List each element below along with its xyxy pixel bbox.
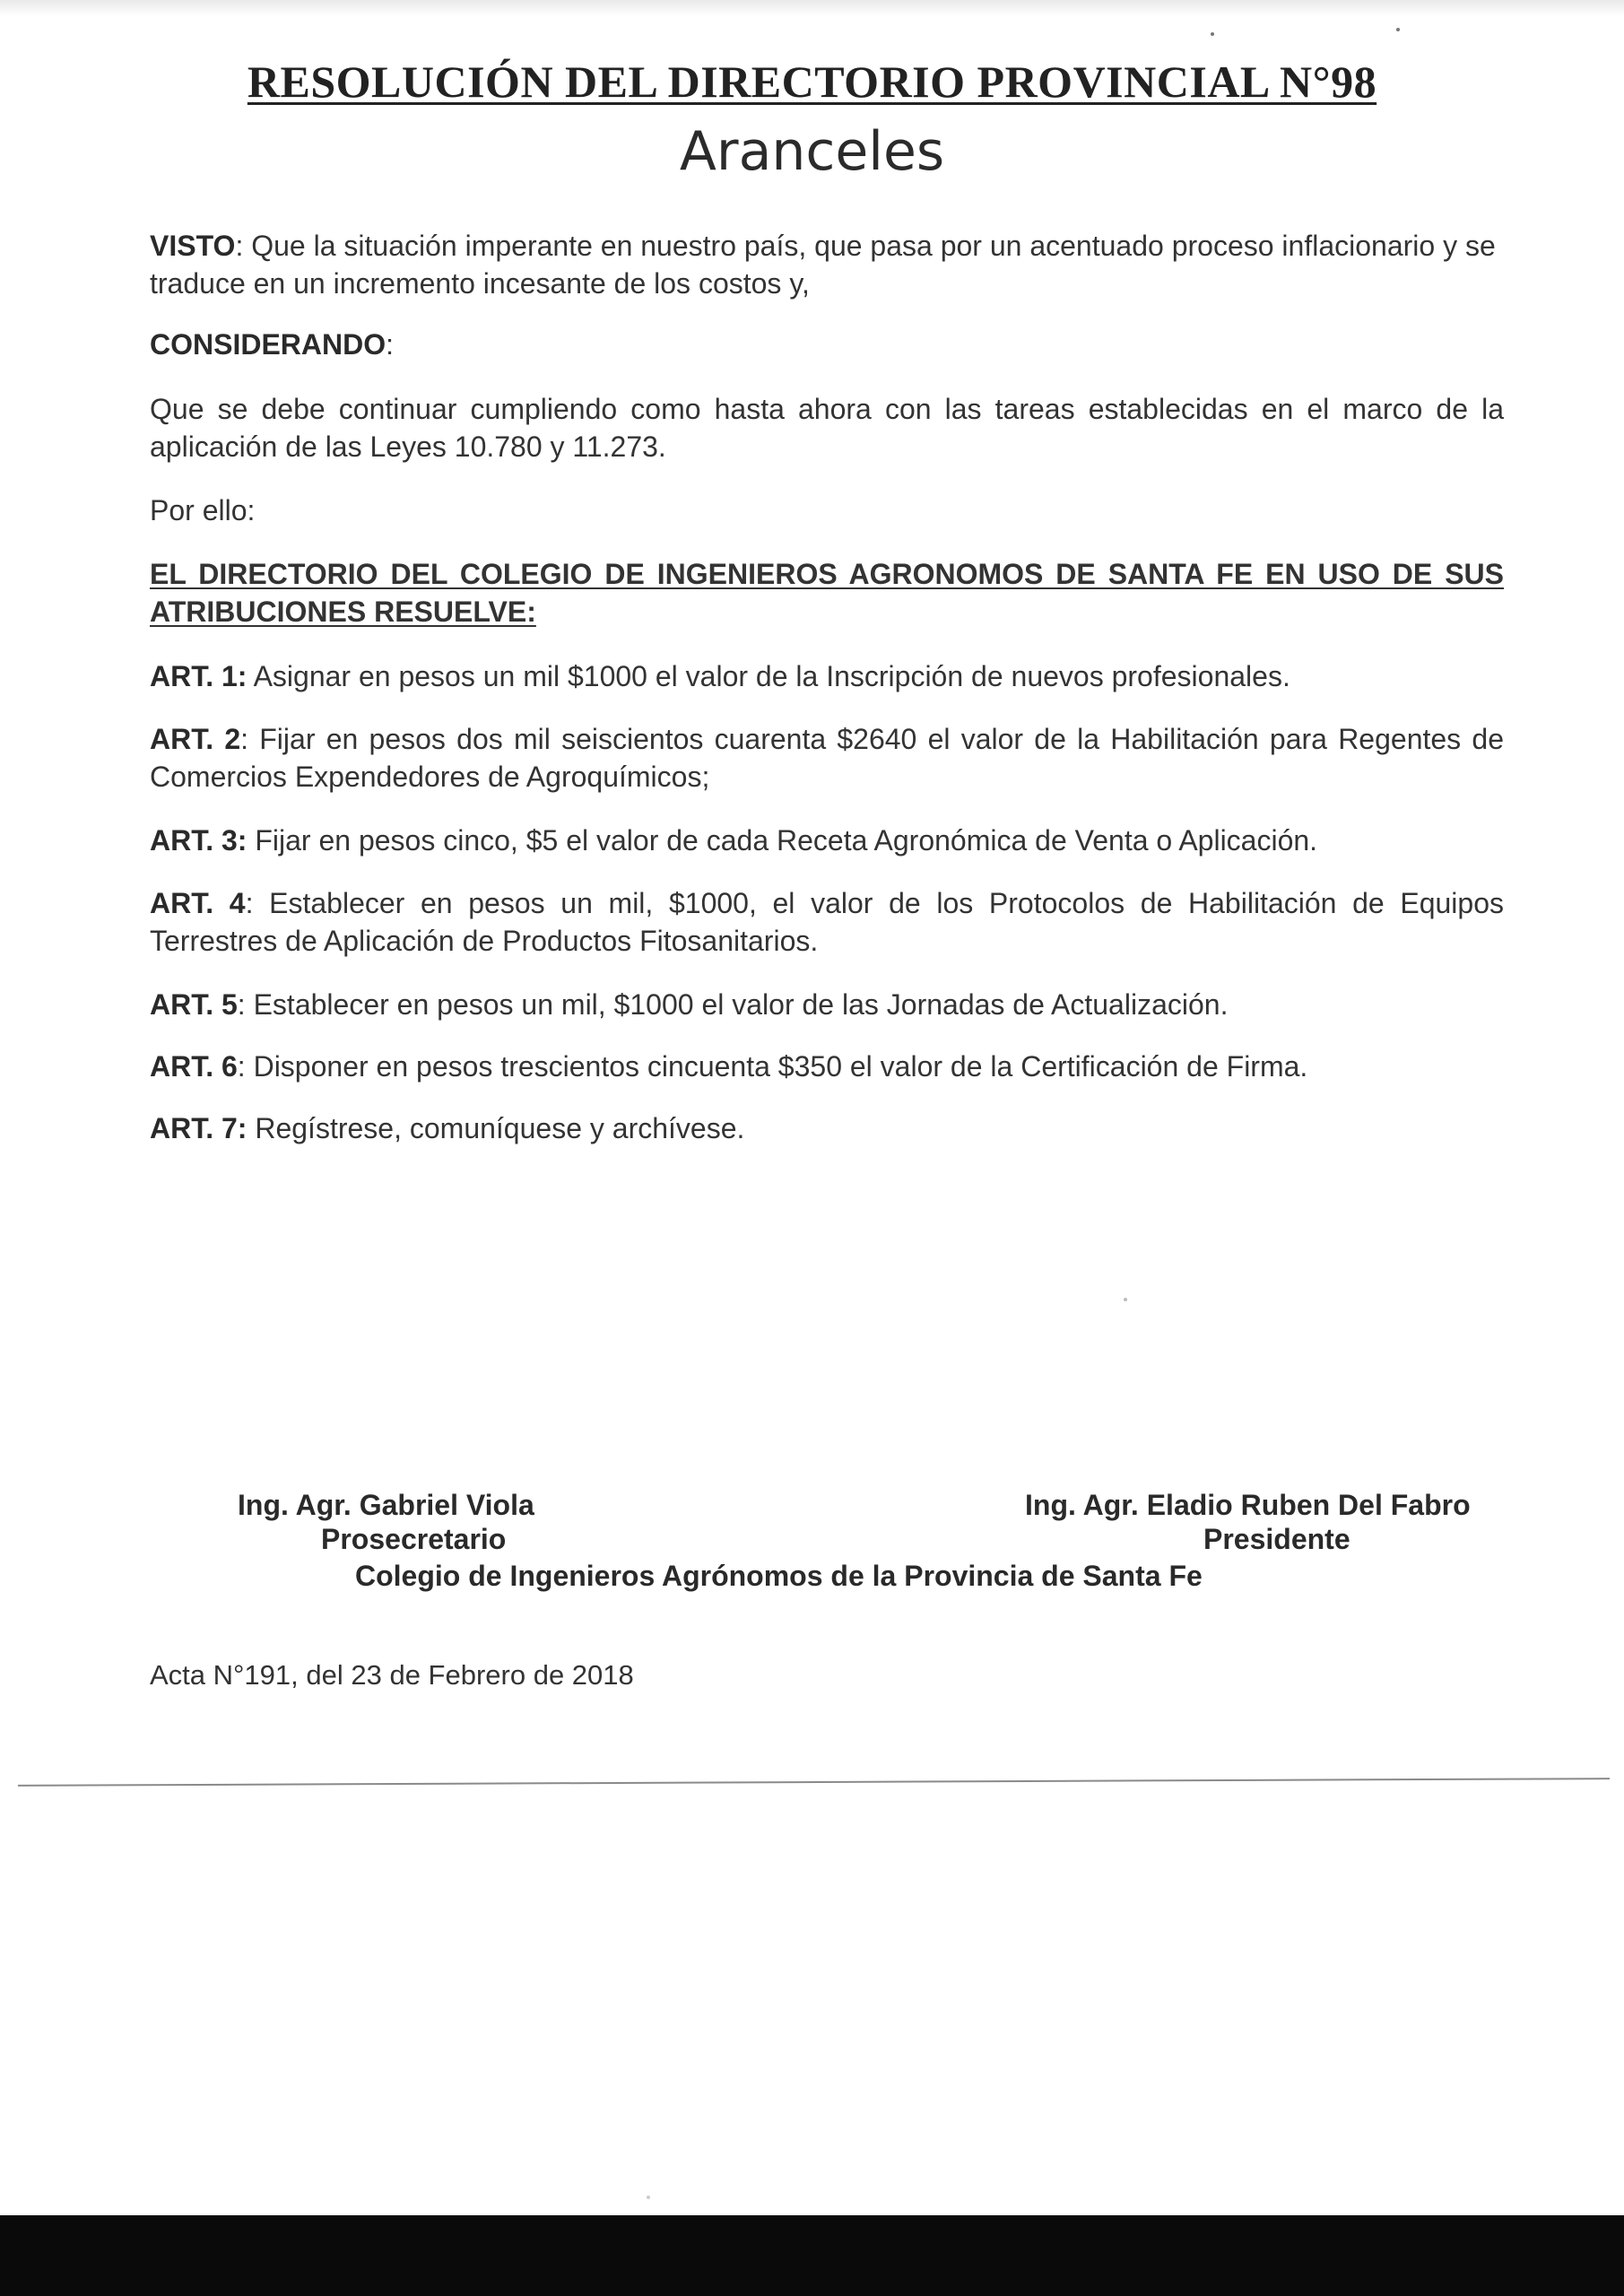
article-7-label: ART. 7: [150,1112,248,1144]
signer-left-name: Ing. Agr. Gabriel Viola [238,1489,534,1521]
considerando-label: CONSIDERANDO [150,328,386,361]
article-1-text: Asignar en pesos un mil $1000 el valor de la Inscripción de nuevos profesionales. [247,660,1290,692]
article-6-label: ART. 6 [150,1050,238,1083]
article-1 [150,657,1504,695]
article-5 [150,986,1504,1023]
por-ello-text: Por ello: [150,494,256,526]
article-3 [150,822,1504,859]
institution-name: Colegio de Ingenieros Agrónomos de la Provincia de Santa Fe [355,1560,1203,1592]
article-3-label: ART. 3: [150,824,248,857]
article-2-text: : Fijar en pesos dos mil seiscientos cuarenta $2640 el valor de la Habilitación para Regentes de Comercios Expendedores de Agroquímicos; [150,723,1505,793]
article-1-label: ART. 1: [150,660,248,692]
article-4-label: ART. 4 [150,887,246,919]
scan-speck [1124,1298,1127,1301]
article-4 [150,884,1504,960]
article-6-text: : Disponer en pesos trescientos cincuenta $350 el valor de la Certificación de Firma. [237,1050,1308,1083]
article-2 [150,720,1504,796]
visto-text: : Que la situación imperante en nuestro país, que pasa por un acentuado proceso inflacionario y se traduce en un incremento incesante de los costos y, [150,230,1496,300]
article-5-label: ART. 5 [150,988,238,1021]
article-2-label: ART. 2 [150,723,241,755]
article-5-text: : Establecer en pesos un mil, $1000 el valor de las Jornadas de Actualización. [237,988,1229,1021]
signer-right-name: Ing. Agr. Eladio Ruben Del Fabro [1025,1489,1471,1521]
scan-speck [647,2196,650,2199]
article-4-text: : Establecer en pesos un mil, $1000, el valor de los Protocolos de Habilitación de Equipos Terrestres de Aplicación de Productos Fitosanitarios. [150,887,1505,957]
signer-right-role: Presidente [1203,1523,1350,1555]
scan-speck [1211,32,1214,36]
article-6 [150,1048,1504,1085]
article-3-text: Fijar en pesos cinco, $5 el valor de cada Receta Agronómica de Venta o Aplicación. [247,824,1318,857]
visto-label: VISTO [150,230,236,262]
acta-reference: Acta N°191, del 23 de Febrero de 2018 [150,1659,634,1691]
considerando-paragraph: Que se debe continuar cumpliendo como hasta ahora con las tareas establecidas en el marco de la aplicación de las Leyes 10.780 y 11.273. [150,393,1504,463]
considerando-heading [150,326,1504,363]
scan-speck [1396,28,1400,31]
signer-left-role: Prosecretario [321,1523,507,1555]
visto-paragraph [150,227,1504,302]
document-subtitle: Aranceles [679,120,945,183]
document-title: RESOLUCIÓN DEL DIRECTORIO PROVINCIAL N°98 [247,57,1377,107]
article-7 [150,1109,1504,1147]
article-7-text: Regístrese, comuníquese y archívese. [247,1112,745,1144]
resuelve-heading: EL DIRECTORIO DEL COLEGIO DE INGENIEROS AGRONOMOS DE SANTA FE EN USO DE SUS ATRIBUCIONES RESUELVE: [150,558,1504,628]
considerando-suffix: : [386,328,395,361]
scan-bottom-edge [0,2215,1624,2296]
